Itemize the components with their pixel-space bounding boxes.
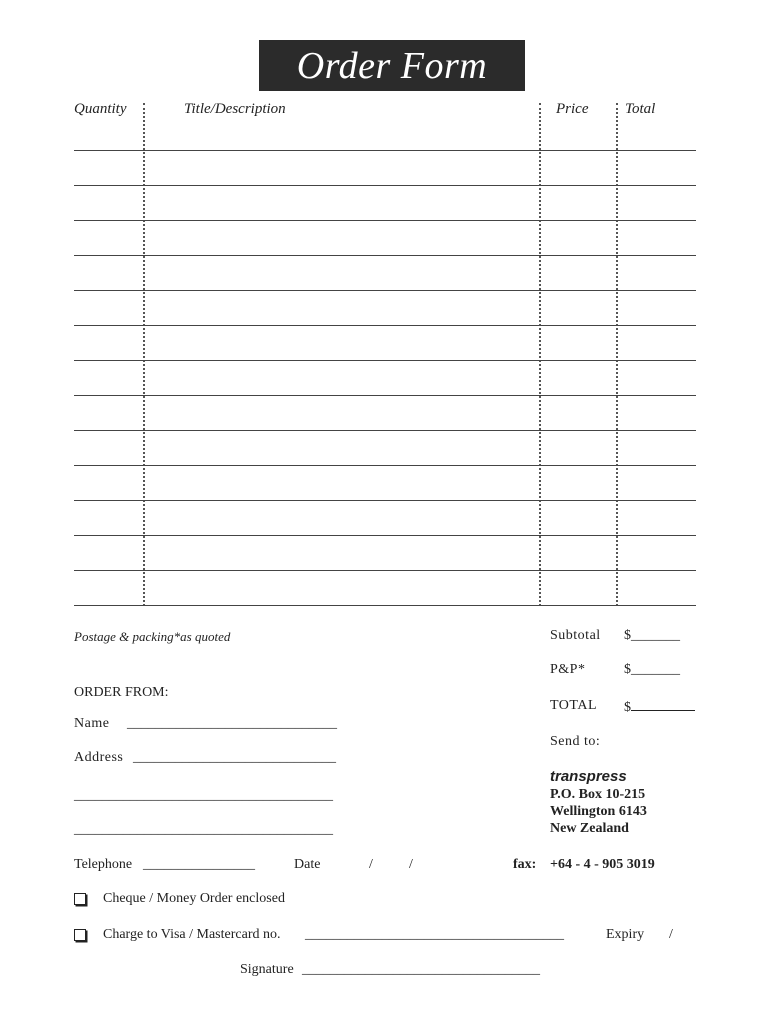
total-label: TOTAL xyxy=(550,698,598,713)
total-header: Total xyxy=(625,101,656,117)
table-row-line[interactable] xyxy=(74,605,696,606)
title-banner xyxy=(259,40,525,91)
pp-field[interactable]: $_______ xyxy=(624,662,680,677)
address-line-2[interactable]: _____________________________________ xyxy=(74,788,333,803)
subtotal-label: Subtotal xyxy=(550,628,601,643)
column-separator xyxy=(143,103,145,606)
fax-number: +64 - 4 - 905 3019 xyxy=(550,857,655,872)
table-row-line[interactable] xyxy=(74,150,696,151)
send-to-address-1: P.O. Box 10-215 xyxy=(550,787,646,802)
card-label: Charge to Visa / Mastercard no. xyxy=(103,927,281,942)
table-row-line[interactable] xyxy=(74,430,696,431)
price-header: Price xyxy=(556,101,589,117)
card-checkbox[interactable] xyxy=(74,929,86,941)
signature-label: Signature xyxy=(240,962,294,977)
cheque-label: Cheque / Money Order enclosed xyxy=(103,891,285,906)
send-to-label: Send to: xyxy=(550,734,601,749)
expiry-label: Expiry xyxy=(606,927,645,942)
table-row-line[interactable] xyxy=(74,570,696,571)
total-underline xyxy=(631,698,695,711)
total-field[interactable] xyxy=(624,698,695,716)
quantity-header: Quantity xyxy=(74,101,127,117)
page-title: Order Form xyxy=(296,44,488,87)
telephone-field[interactable]: ________________ xyxy=(143,857,255,872)
table-row-line[interactable] xyxy=(74,290,696,291)
table-row-line[interactable] xyxy=(74,465,696,466)
card-number-field[interactable]: _____________________________________ xyxy=(305,927,564,942)
table-row-line[interactable] xyxy=(74,395,696,396)
signature-field[interactable]: __________________________________ xyxy=(302,962,540,977)
name-field[interactable]: ______________________________ xyxy=(127,716,337,731)
send-to-address-2: Wellington 6143 xyxy=(550,804,647,819)
table-row-line[interactable] xyxy=(74,255,696,256)
total-dollar: $ xyxy=(624,700,631,715)
postage-note: Postage & packing*as quoted xyxy=(74,629,231,644)
send-to-address-3: New Zealand xyxy=(550,821,629,836)
address-label: Address xyxy=(74,750,124,765)
expiry-separator: / xyxy=(669,927,673,942)
subtotal-field[interactable]: $_______ xyxy=(624,628,680,643)
name-label: Name xyxy=(74,716,110,731)
cheque-checkbox[interactable] xyxy=(74,893,86,905)
table-row-line[interactable] xyxy=(74,220,696,221)
telephone-label: Telephone xyxy=(74,857,133,872)
table-row-line[interactable] xyxy=(74,535,696,536)
order-from-heading: ORDER FROM: xyxy=(74,685,169,700)
table-row-line[interactable] xyxy=(74,325,696,326)
date-separator: / xyxy=(409,857,413,872)
address-field[interactable]: _____________________________ xyxy=(133,750,336,765)
company-logo: transpress xyxy=(550,768,627,785)
table-row-line[interactable] xyxy=(74,500,696,501)
table-row-line[interactable] xyxy=(74,185,696,186)
date-label: Date xyxy=(294,857,321,872)
date-separator: / xyxy=(369,857,373,872)
pp-label: P&P* xyxy=(550,662,586,677)
column-separator xyxy=(539,103,541,606)
fax-label: fax: xyxy=(513,857,537,872)
column-separator xyxy=(616,103,618,606)
title-description-header: Title/Description xyxy=(184,101,286,117)
address-line-3[interactable]: _____________________________________ xyxy=(74,822,333,837)
table-row-line[interactable] xyxy=(74,360,696,361)
